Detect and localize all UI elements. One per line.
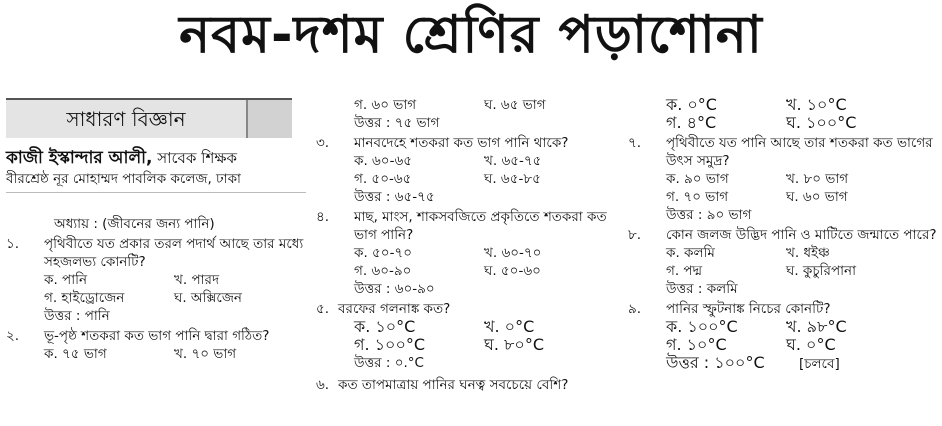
answer-text: উত্তর : ১০০°C bbox=[666, 353, 765, 372]
question-3-options bbox=[316, 152, 616, 188]
author-role: সাবেক শিক্ষক bbox=[152, 149, 237, 167]
option: ঘ. কুচুরিপানা bbox=[786, 263, 856, 279]
question-7-answer: উত্তর : ৯০ ভাগ bbox=[666, 207, 752, 223]
option: ক. পানি bbox=[44, 272, 88, 288]
option: গ. ৪°C bbox=[666, 113, 717, 132]
question-number: ৩. bbox=[316, 135, 330, 151]
option: গ. ৬০-৯০ bbox=[354, 263, 412, 279]
question-text: বরফের গলনাঙ্ক কত? bbox=[338, 301, 451, 317]
question-2-options-continued bbox=[316, 96, 616, 114]
question-text: কোন জলজ উদ্ভিদ পানি ও মাটিতে জন্মাতে পারে? bbox=[666, 227, 937, 243]
question-2-answer: উত্তর : ৭৫ ভাগ bbox=[354, 115, 440, 131]
option: ক. ০°C bbox=[666, 95, 717, 114]
option: গ. ১০°C bbox=[666, 335, 727, 354]
option: গ. পদ্ম bbox=[666, 263, 703, 279]
question-2 bbox=[6, 327, 306, 345]
option: ক. ১০°C bbox=[354, 317, 416, 336]
question-6-options bbox=[628, 96, 938, 132]
option: খ. ৭০ ভাগ bbox=[174, 346, 237, 362]
page-headline: নবম-দশম শ্রেণির পড়াশোনা bbox=[179, 5, 763, 65]
question-8-options bbox=[628, 244, 938, 280]
question-text: মাছ, মাংস, শাকসবজিতে প্রকৃতিতে শতকরা কত ভাগ পানি? bbox=[354, 209, 607, 243]
question-text: ভূ-পৃষ্ঠ শতকরা কত ভাগ পানি দ্বারা গঠিত? bbox=[44, 328, 270, 344]
column-2 bbox=[316, 96, 616, 394]
question-7 bbox=[628, 134, 938, 170]
continued-note: [চলবে] bbox=[798, 356, 840, 372]
author-college: বীরশ্রেষ্ঠ নূর মোহাম্মদ পাবলিক কলেজ, ঢাকা bbox=[6, 168, 306, 193]
question-number: ৯. bbox=[628, 301, 642, 317]
question-text: পৃথিবীতে যত পানি আছে তার শতকরা কত ভাগের উৎস সমুদ্র? bbox=[666, 135, 933, 169]
subject-banner bbox=[6, 98, 292, 138]
column-3 bbox=[628, 96, 938, 373]
option: খ. ৬০-৭০ bbox=[484, 245, 542, 261]
option: খ. পারদ bbox=[174, 272, 220, 288]
option: গ. ৫০-৬৫ bbox=[354, 171, 412, 187]
question-8 bbox=[628, 226, 938, 244]
question-number: ৫. bbox=[316, 301, 330, 317]
chapter-title: অধ্যায় : (জীবনের জন্য পানি) bbox=[54, 216, 215, 232]
question-8-answer: উত্তর : কলমি bbox=[666, 281, 738, 297]
question-2-options bbox=[6, 345, 306, 363]
option: ক. ৭৫ ভাগ bbox=[44, 346, 107, 362]
option: ঘ. ৬৫-৮৫ bbox=[484, 171, 541, 187]
question-number: ৪. bbox=[316, 209, 330, 225]
author-name: কাজী ইস্কান্দার আলী, bbox=[6, 148, 153, 168]
question-text: পানির স্ফুটনাঙ্ক নিচের কোনটি? bbox=[666, 301, 831, 317]
question-5-answer: উত্তর : ০.°C bbox=[354, 355, 424, 371]
question-3 bbox=[316, 134, 616, 152]
option: খ. ১০°C bbox=[786, 95, 847, 114]
question-5-options bbox=[316, 318, 616, 354]
option: ঘ. ১০০°C bbox=[786, 113, 857, 132]
option: ক. ৫০-৭০ bbox=[354, 245, 412, 261]
option: খ. ৮০ ভাগ bbox=[786, 171, 849, 187]
option: ক. ৬০-৬৫ bbox=[354, 153, 412, 169]
question-number: ২. bbox=[6, 328, 20, 344]
question-9-options bbox=[628, 318, 938, 354]
option: খ. ৯৮°C bbox=[786, 317, 847, 336]
option: ক. ১০০°C bbox=[666, 317, 738, 336]
question-9 bbox=[628, 300, 938, 318]
question-7-options bbox=[628, 170, 938, 206]
question-4-options bbox=[316, 244, 616, 280]
option: গ. ৭০ ভাগ bbox=[666, 189, 729, 205]
column-1 bbox=[6, 98, 306, 363]
question-4 bbox=[316, 208, 616, 244]
question-text: মানবদেহে শতকরা কত ভাগ পানি থাকে? bbox=[354, 135, 569, 151]
question-1 bbox=[6, 235, 306, 271]
question-3-answer: উত্তর : ৬৫-৭৫ bbox=[354, 189, 435, 205]
option: ঘ. ৬০ ভাগ bbox=[786, 189, 848, 205]
option: ঘ. অক্সিজেন bbox=[174, 290, 242, 306]
author-line bbox=[6, 148, 306, 168]
question-number: ৭. bbox=[628, 135, 642, 151]
option: ক. কলমি bbox=[666, 245, 715, 261]
question-number: ৬. bbox=[316, 377, 330, 393]
option: খ. ০°C bbox=[484, 317, 535, 336]
option: খ. ধইঞ্চ bbox=[786, 245, 830, 261]
option: ঘ. ৮০°C bbox=[484, 335, 545, 354]
question-number: ১. bbox=[6, 236, 20, 252]
question-6 bbox=[316, 376, 616, 394]
option: ঘ. ৬৫ ভাগ bbox=[484, 97, 546, 113]
question-text: কত তাপমাত্রায় পানির ঘনত্ব সবচেয়ে বেশি? bbox=[338, 377, 569, 393]
question-9-answer bbox=[628, 354, 938, 373]
question-1-options bbox=[6, 271, 306, 307]
question-5 bbox=[316, 300, 616, 318]
question-number: ৮. bbox=[628, 227, 642, 243]
option: গ. ১০০°C bbox=[354, 335, 426, 354]
option: ক. ৯০ ভাগ bbox=[666, 171, 729, 187]
option: খ. ৬৫-৭৫ bbox=[484, 153, 542, 169]
question-4-answer: উত্তর : ৬০-৯০ bbox=[354, 281, 435, 297]
option: গ. ৬০ ভাগ bbox=[354, 97, 417, 113]
option: গ. হাইড্রোজেন bbox=[44, 290, 125, 306]
subject-title: সাধারণ বিজ্ঞান bbox=[6, 100, 248, 138]
question-1-answer: উত্তর : পানি bbox=[44, 308, 110, 324]
option: ঘ. ৫০-৬০ bbox=[484, 263, 541, 279]
option: ঘ. ০°C bbox=[786, 335, 836, 354]
question-text: পৃথিবীতে যত প্রকার তরল পদার্থ আছে তার মধ্যে সহজলভ্য কোনটি? bbox=[44, 236, 304, 270]
